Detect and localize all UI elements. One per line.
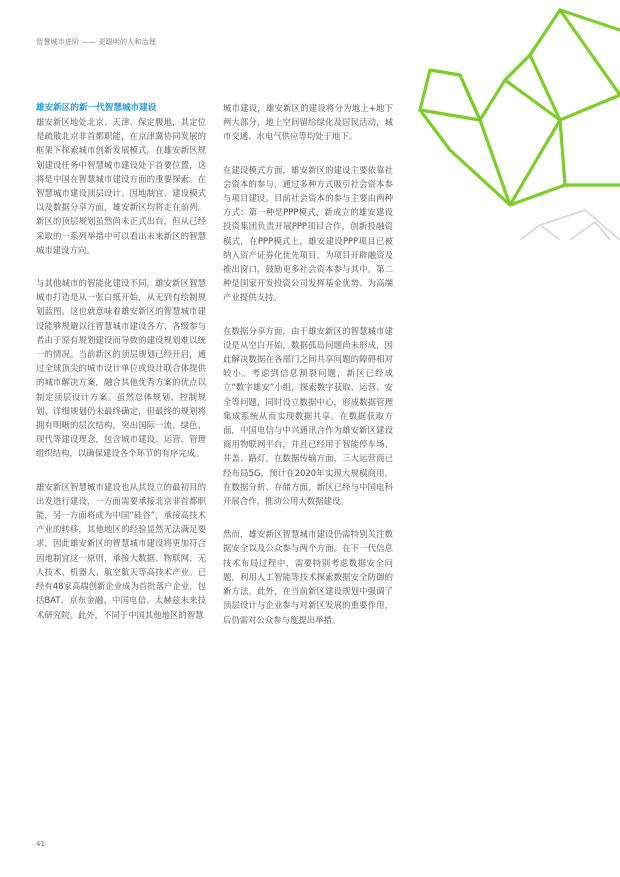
left-column: [36, 101, 206, 641]
body-paragraph: 在建设模式方面，雄安新区的建设主要依靠社会资本的参与，通过多种方式吸引社会资本参与项目建设。目前社会资本的参与主要由两种方式：第一种是PPP模式，新成立的雄安建设投资集团负责开展PPP项目合作，创新投融资模式，在PPP模式上，雄安建设PPP项目已被纳入资产证券化优先项目，为项目开辟融资及推出窗口，鼓励更多社会资本参与其中。第二种是国家开发投资公司发挥基金优势、为高端产业提供支持。: [223, 164, 393, 303]
body-paragraph: 雄安新区地处北京、天津、保定腹地，其定位是疏散北京非首都职能，在京津冀协同发展的框架下探索城市创新发展模式。在雄安新区规划建设任务中智慧城市建设处于首要位置，这将是中国在智慧城市建设方面的重要探索。在智慧城市建设顶层设计、因地制宜、建设模式以及数据分享方面，雄安新区均将走在前列。新区的顶层规划虽然尚未正式出台，但从已经采取的一系列举措中可以看出未来新区的智慧城市建设方向。: [36, 117, 206, 255]
section-title: 雄安新区的新一代智慧城市建设: [36, 103, 157, 113]
body-paragraph: 与其他城市的智能化建设不同，雄安新区智慧城市打造是从一张白纸开始，从无到有绘制规划蓝图。这也就意味着雄安新区的智慧城市建设能够规避以往智慧城市建设各方、各级参与者由于原有规划建设而导致的建设规划难以统一的情况。当前新区的顶层规划已经开启，通过全球顶尖的城市设计单位或设计联合体提供的城市解决方案，融合其他优秀方案的优点以制定顶层设计方案。虽然总体规划、控制规划、详细规划仍未最终确定，但最终的规划将拥有明晰的层次结构，突出国际一流、绿色、现代等建设理念，包含城市建设、运营、管理组织结构，以确保建设各个环节的有序完成。: [36, 278, 206, 459]
body-paragraph: 城市建设，雄安新区的建设将分为地上+地下两大部分，地上空间留给绿化及居民活动，城市交通、水电气供应等均处于地下。: [223, 103, 393, 142]
right-column: [223, 101, 393, 646]
body-paragraph: 在数据分享方面，由于雄安新区的智慧城市建设是从空白开始，数据孤岛问题尚未形成，因此解决数据在各部门之间共享问题的障碍相对较小。考虑到信息割裂问题，新区已经成立“数字雄安”小组，探索数字获取、运营、安全等问题，同时设立数据中心，形成数据管理集成系统从而实现数据共享。在数据获取方面，中国电信与中兴通讯合作为雄安新区建设商用物联网平台，并且已经用于智能停车场、井盖、路灯，在数据传输方面，三大运营商已经布局5G，预计在2020年实现大规模商用。在数据分析、存储方面，新区已经与中国电科开展合作，推动公用大数据建设。: [223, 325, 393, 507]
body-paragraph: 然而，雄安新区智慧城市建设仍需特别关注数据安全以及公众参与两个方面。在下一代信息技术布局过程中，需要特别考虑数据安全问题，利用人工智能等技术探索数据安全防御的新方法。此外，在当前新区建设规划中强调了顶层设计与企业参与对新区发展的重要作用，后仍需对公众参与度提出举措。: [223, 529, 393, 625]
green-geometric-wireframe-icon: [410, 0, 620, 240]
page-number: 41: [36, 840, 45, 848]
running-header: 智慧城市进阶 —— 更聪明的人和治理: [36, 38, 157, 46]
body-paragraph: 雄安新区智慧城市建设也从其设立的最初目的出发进行建设，一方面需要承接北京非首都职能，另一方面将成为中国“硅谷”，承接高技术产业的转移，其他地区的经验显然无法满足要求，因此雄安新区的智慧城市建设将更加符合因地制宜这一原则，承接大数据、物联网、无人技术、机器人、航空航天等高技术产业。已经有48家高端创新企业成为首批落户企业，包括BAT、京东金融、中国电信、太赫兹未来技术研究院。此外，不同于中国其他地区的智慧: [36, 481, 206, 620]
